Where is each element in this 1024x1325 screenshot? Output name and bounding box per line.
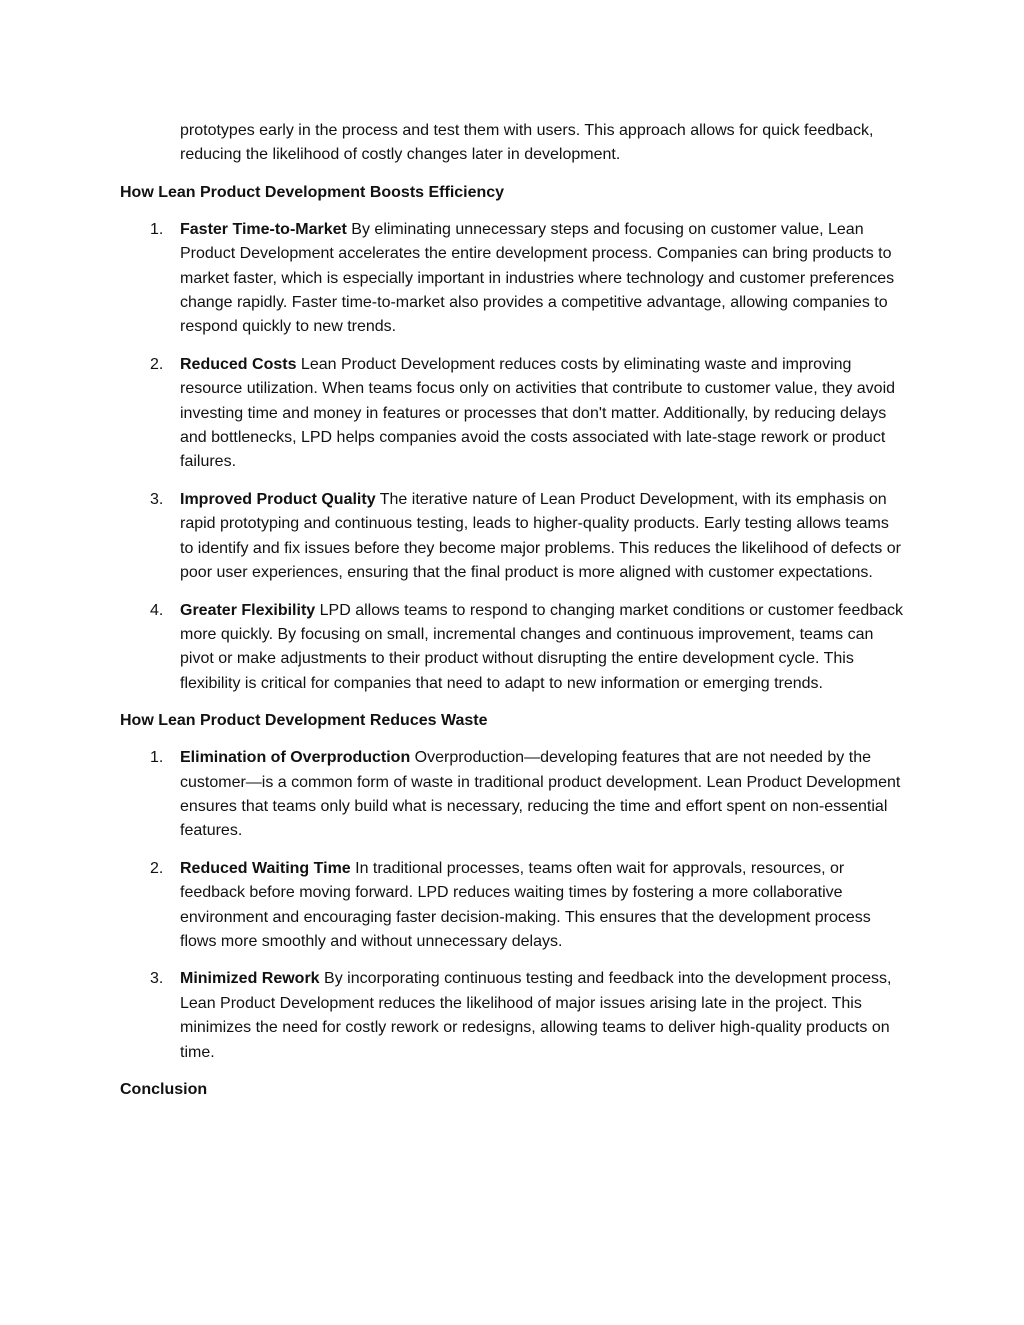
list-item-term: Reduced Waiting Time bbox=[180, 859, 351, 877]
list-item-term: Faster Time-to-Market bbox=[180, 220, 347, 238]
section-heading-efficiency: How Lean Product Development Boosts Efficiency bbox=[120, 183, 505, 201]
list-item-text: The iterative nature of Lean Product Development, with its emphasis on rapid prototyping and continuous testing, leads to higher-quality products. Early testing allows teams to identify and fix issues before they become major problems. This reduces the likelihood of defects or poor user experiences, ensuring that the final product is more aligned with customer expectations. bbox=[180, 490, 901, 582]
section-heading-waste: How Lean Product Development Reduces Waste bbox=[120, 712, 488, 730]
list-item-text: LPD allows teams to respond to changing market conditions or customer feedback more quickly. By focusing on small, incremental changes and continuous improvement, teams can pivot or make adjustments to their product without disrupting the entire development cycle. This flexibility is critical for companies that need to adapt to new information or emerging trends. bbox=[180, 601, 904, 692]
list-number: 2. bbox=[150, 859, 164, 877]
list-item-text: In traditional processes, teams often wait for approvals, resources, or feedback before moving forward. LPD reduces waiting times by fostering a more collaborative environment and encouraging faster decision-making. This ensures that the development process flows more smoothly and without unnecessary delays. bbox=[180, 859, 871, 950]
list-item-text: By eliminating unnecessary steps and focusing on customer value, Lean Product Development accelerates the entire development process. Companies can bring products to market faster, which is especially important in industries where technology and customer preferences change rapidly. Faster time-to-market also provides a competitive advantage, allowing companies to respond quickly to new trends. bbox=[180, 220, 895, 336]
list-item bbox=[120, 218, 904, 340]
list-item bbox=[120, 599, 904, 697]
list-item-term: Minimized Rework bbox=[180, 970, 320, 988]
list-number: 2. bbox=[150, 355, 164, 373]
list-number: 1. bbox=[150, 220, 164, 238]
list-item bbox=[120, 488, 904, 586]
list-item-text: Lean Product Development reduces costs by eliminating waste and improving resource utilization. When teams focus only on activities that contribute to customer value, they avoid investing time and money in features or processes that don't matter. Additionally, by reducing delays and bottlenecks, LPD helps companies avoid the costs associated with late-stage rework or product failures. bbox=[180, 355, 896, 471]
waste-list bbox=[120, 746, 904, 1065]
list-item-text: By incorporating continuous testing and feedback into the development process, Lean Product Development reduces the likelihood of major issues arising late in the project. This minimizes the need for costly rework or redesigns, allowing teams to deliver high-quality products on time. bbox=[180, 970, 892, 1061]
list-item-term: Greater Flexibility bbox=[180, 601, 316, 619]
list-item-term: Reduced Costs bbox=[180, 355, 297, 373]
list-item-term: Elimination of Overproduction bbox=[180, 749, 411, 767]
list-item bbox=[120, 857, 904, 955]
list-number: 1. bbox=[150, 749, 164, 767]
section-heading-conclusion: Conclusion bbox=[120, 1081, 208, 1098]
efficiency-list bbox=[120, 218, 904, 696]
list-item bbox=[120, 746, 904, 844]
list-number: 3. bbox=[150, 970, 164, 988]
list-item bbox=[120, 353, 904, 475]
list-number: 3. bbox=[150, 490, 164, 508]
list-item bbox=[120, 967, 904, 1065]
intro-continuation: prototypes early in the process and test them with users. This approach allows for quick feedback, reducing the likelihood of costly changes later in development. bbox=[180, 122, 874, 164]
list-number: 4. bbox=[150, 601, 164, 619]
list-item-term: Improved Product Quality bbox=[180, 490, 376, 508]
list-item-text: Overproduction—developing features that are not needed by the customer—is a common form of waste in traditional product development. Lean Product Development ensures that teams only build what is necessary, reducing the time and effort spent on non-essential features. bbox=[180, 749, 901, 840]
